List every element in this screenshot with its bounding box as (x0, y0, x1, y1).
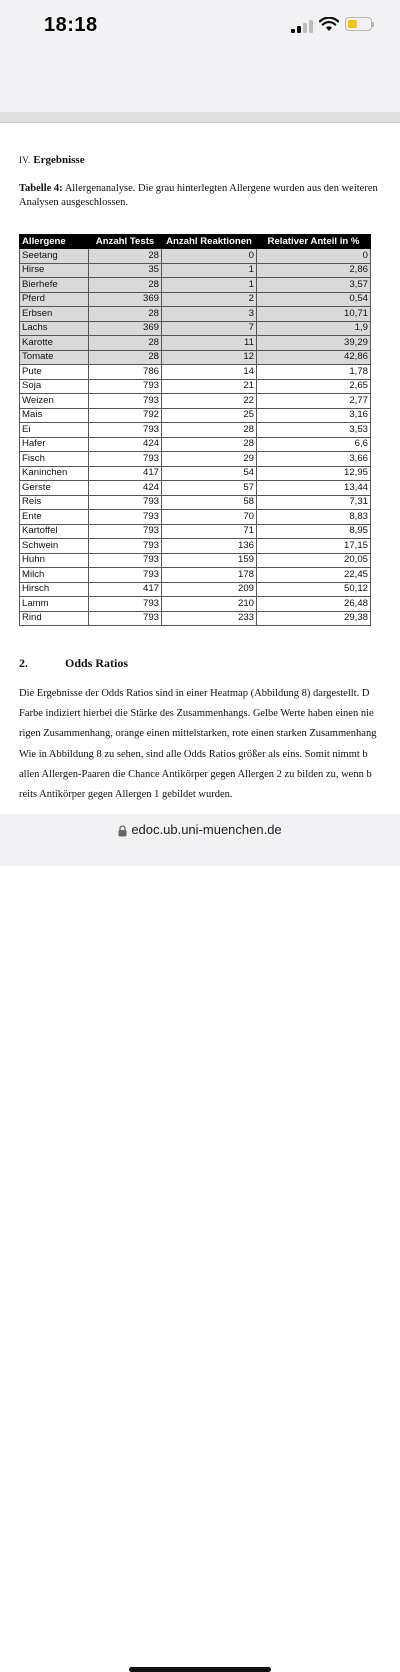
table-row (20, 263, 371, 278)
cell-reactions: 71 (162, 524, 257, 539)
cell-share: 1,78 (257, 365, 371, 380)
cell-reactions: 21 (162, 379, 257, 394)
pdf-page-gap (0, 112, 400, 123)
table-row (20, 524, 371, 539)
cell-tests: 793 (89, 495, 162, 510)
cell-share: 8,95 (257, 524, 371, 539)
table-row (20, 336, 371, 351)
cell-share: 10,71 (257, 307, 371, 322)
table-row (20, 365, 371, 380)
cell-allergen: Hirse (20, 263, 89, 278)
cell-tests: 417 (89, 466, 162, 481)
cell-reactions: 210 (162, 597, 257, 612)
cell-share: 3,66 (257, 452, 371, 467)
cell-tests: 28 (89, 278, 162, 293)
cell-allergen: Soja (20, 379, 89, 394)
cell-allergen: Erbsen (20, 307, 89, 322)
cell-reactions: 2 (162, 292, 257, 307)
section-heading (19, 154, 85, 166)
cell-reactions: 14 (162, 365, 257, 380)
cell-share: 20,05 (257, 553, 371, 568)
cell-allergen: Mais (20, 408, 89, 423)
cell-allergen: Milch (20, 568, 89, 583)
table-body (20, 249, 371, 626)
cell-share: 3,53 (257, 423, 371, 438)
paragraph-line: Die Ergebnisse der Odds Ratios sind in einer Heatmap (Abbildung 8) dargestellt. D (19, 688, 370, 699)
table-row (20, 495, 371, 510)
cell-reactions: 57 (162, 481, 257, 496)
cell-tests: 28 (89, 307, 162, 322)
caption-line-1: Allergenanalyse. Die grau hinterlegten Allergene wurden aus den weiteren (62, 183, 378, 194)
cell-allergen: Schwein (20, 539, 89, 554)
cell-share: 2,65 (257, 379, 371, 394)
browser-url-bar[interactable] (0, 814, 400, 866)
cell-share: 2,86 (257, 263, 371, 278)
cell-reactions: 70 (162, 510, 257, 525)
lock-icon (118, 825, 127, 837)
cellular-signal-icon (291, 20, 313, 33)
cell-allergen: Lamm (20, 597, 89, 612)
url-text: edoc.ub.uni-muenchen.de (131, 822, 282, 837)
paragraph-line: Farbe indiziert hierbei die Stärke des Zusammenhangs. Gelbe Werte haben einen nie (19, 708, 374, 719)
cell-share: 17,15 (257, 539, 371, 554)
paragraph-line: allen Allergen-Paaren die Chance Antikörper gegen Allergen 2 zu bilden zu, wenn b (19, 769, 372, 780)
cell-tests: 793 (89, 568, 162, 583)
cell-tests: 424 (89, 481, 162, 496)
cell-allergen: Seetang (20, 249, 89, 264)
cell-tests: 424 (89, 437, 162, 452)
cell-share: 3,16 (257, 408, 371, 423)
cell-tests: 793 (89, 524, 162, 539)
cell-reactions: 1 (162, 263, 257, 278)
cell-share: 0,54 (257, 292, 371, 307)
cell-allergen: Kaninchen (20, 466, 89, 481)
cell-share: 2,77 (257, 394, 371, 409)
table-row (20, 452, 371, 467)
paragraph-line: rigen Zusammenhang, orange einen mittelstarken, rote einen starken Zusammenhang (19, 728, 377, 739)
subsection-title: Odds Ratios (65, 656, 129, 670)
cell-reactions: 7 (162, 321, 257, 336)
cell-tests: 793 (89, 611, 162, 626)
table-row (20, 611, 371, 626)
table-row (20, 466, 371, 481)
cell-tests: 369 (89, 321, 162, 336)
cell-tests: 35 (89, 263, 162, 278)
cell-tests: 793 (89, 597, 162, 612)
home-indicator[interactable] (129, 1667, 271, 1672)
caption-line-2: Analysen ausgeschlossen. (19, 197, 129, 208)
cell-reactions: 12 (162, 350, 257, 365)
cell-share: 1,9 (257, 321, 371, 336)
cell-reactions: 11 (162, 336, 257, 351)
table-row (20, 582, 371, 597)
cell-reactions: 1 (162, 278, 257, 293)
table-row (20, 408, 371, 423)
table-row (20, 423, 371, 438)
cell-allergen: Pferd (20, 292, 89, 307)
table-row (20, 553, 371, 568)
cell-share: 22,45 (257, 568, 371, 583)
table-row (20, 350, 371, 365)
cell-allergen: Reis (20, 495, 89, 510)
cell-allergen: Tomate (20, 350, 89, 365)
table-row (20, 481, 371, 496)
browser-toolbar-area (0, 50, 400, 112)
paragraph-line: Wie in Abbildung 8 zu sehen, sind alle Odds Ratios größer als eins. Somit nimmt b (19, 749, 368, 760)
cell-tests: 792 (89, 408, 162, 423)
cell-share: 13,44 (257, 481, 371, 496)
cell-reactions: 0 (162, 249, 257, 264)
table-row (20, 394, 371, 409)
cell-tests: 28 (89, 350, 162, 365)
cell-allergen: Weizen (20, 394, 89, 409)
cell-share: 7,31 (257, 495, 371, 510)
cell-allergen: Ente (20, 510, 89, 525)
cell-tests: 793 (89, 553, 162, 568)
cell-allergen: Fisch (20, 452, 89, 467)
table-row (20, 510, 371, 525)
battery-icon (345, 17, 372, 31)
cell-tests: 793 (89, 510, 162, 525)
status-time: 18:18 (44, 14, 98, 36)
cell-reactions: 25 (162, 408, 257, 423)
cell-tests: 417 (89, 582, 162, 597)
column-header-allergene: Allergene (20, 235, 89, 249)
cell-share: 26,48 (257, 597, 371, 612)
cell-tests: 793 (89, 452, 162, 467)
section-title: Ergebnisse (33, 154, 85, 166)
cell-allergen: Hafer (20, 437, 89, 452)
cell-reactions: 136 (162, 539, 257, 554)
cell-allergen: Ei (20, 423, 89, 438)
subsection-heading (19, 656, 128, 671)
table-row (20, 379, 371, 394)
section-number: IV. (19, 155, 31, 165)
table-row (20, 597, 371, 612)
cell-share: 42,86 (257, 350, 371, 365)
status-bar (0, 0, 400, 50)
table-row (20, 278, 371, 293)
cell-share: 0 (257, 249, 371, 264)
cell-tests: 793 (89, 539, 162, 554)
cell-tests: 786 (89, 365, 162, 380)
wifi-icon (319, 17, 339, 32)
table-caption (19, 182, 400, 210)
cell-allergen: Gerste (20, 481, 89, 496)
cell-reactions: 233 (162, 611, 257, 626)
cell-reactions: 29 (162, 452, 257, 467)
cell-share: 50,12 (257, 582, 371, 597)
cell-share: 39,29 (257, 336, 371, 351)
cell-tests: 793 (89, 379, 162, 394)
table-row (20, 249, 371, 264)
cell-reactions: 22 (162, 394, 257, 409)
cell-reactions: 28 (162, 423, 257, 438)
cell-tests: 793 (89, 394, 162, 409)
column-header-relativer-anteil: Relativer Anteil in % (257, 235, 371, 249)
cell-allergen: Hirsch (20, 582, 89, 597)
cell-reactions: 28 (162, 437, 257, 452)
cell-reactions: 209 (162, 582, 257, 597)
paragraph-odds-ratios-2 (19, 745, 400, 805)
subsection-number: 2. (19, 656, 28, 670)
cell-allergen: Rind (20, 611, 89, 626)
cell-reactions: 3 (162, 307, 257, 322)
cell-share: 3,57 (257, 278, 371, 293)
cell-tests: 28 (89, 249, 162, 264)
cell-allergen: Lachs (20, 321, 89, 336)
cell-allergen: Bierhefe (20, 278, 89, 293)
cell-tests: 369 (89, 292, 162, 307)
cell-share: 6,6 (257, 437, 371, 452)
caption-label: Tabelle 4: (19, 183, 63, 194)
table-header-row (20, 235, 371, 249)
cell-reactions: 159 (162, 553, 257, 568)
cell-allergen: Huhn (20, 553, 89, 568)
cell-tests: 793 (89, 423, 162, 438)
cell-tests: 28 (89, 336, 162, 351)
table-row (20, 539, 371, 554)
cell-share: 8,83 (257, 510, 371, 525)
cell-share: 12,95 (257, 466, 371, 481)
cell-share: 29,38 (257, 611, 371, 626)
cell-allergen: Pute (20, 365, 89, 380)
cell-reactions: 54 (162, 466, 257, 481)
table-row (20, 437, 371, 452)
url-display[interactable] (0, 822, 400, 837)
allergen-table (19, 234, 371, 626)
paragraph-line: reits Antikörper gegen Allergen 1 gebildet wurden. (19, 789, 233, 800)
table-row (20, 307, 371, 322)
cell-reactions: 178 (162, 568, 257, 583)
column-header-anzahl-reaktionen: Anzahl Reaktionen (162, 235, 257, 249)
table-row (20, 321, 371, 336)
cell-allergen: Kartoffel (20, 524, 89, 539)
table-row (20, 568, 371, 583)
cell-reactions: 58 (162, 495, 257, 510)
column-header-anzahl-tests: Anzahl Tests (89, 235, 162, 249)
cell-allergen: Karotte (20, 336, 89, 351)
table-row (20, 292, 371, 307)
paragraph-odds-ratios-1 (19, 684, 400, 744)
